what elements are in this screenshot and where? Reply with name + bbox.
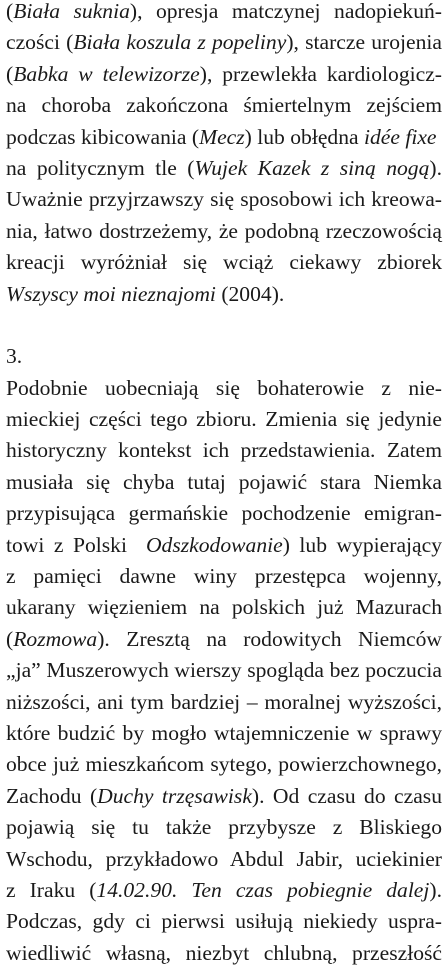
italic-title-text: Wujek Kazek z siną nogą <box>194 155 430 180</box>
text-segment: podczas kibicowania ( <box>6 124 200 149</box>
text-segment: ukarany więzieniem na polskich już Mazurach <box>6 595 442 620</box>
text-line <box>6 153 442 184</box>
text-segment: mieckiej części tego zbioru. Zmienia się jedynie <box>6 407 442 432</box>
text-line <box>6 341 442 372</box>
text-line <box>6 844 442 875</box>
text-line <box>6 27 442 58</box>
text-segment: ), opresja matczynej nadopiekuń- <box>129 0 442 23</box>
text-line <box>6 624 442 655</box>
italic-title-text: Mecz <box>199 124 245 149</box>
text-segment: czości ( <box>6 30 74 55</box>
text-line <box>6 90 442 121</box>
text-segment: ), przewlekła kardiologicz- <box>199 61 442 86</box>
text-segment: Podczas, gdy ci pierwsi usiłują niekiedy uspra- <box>6 909 442 934</box>
text-line <box>6 279 442 310</box>
text-segment: ( <box>6 0 14 23</box>
text-segment: ). Zresztą na rodowitych Niemców <box>97 626 442 651</box>
text-segment: „ja” Muszerowych wierszy spogląda bez poczucia <box>6 658 442 683</box>
text-line <box>6 812 442 843</box>
text-segment: które budzić by mogło wtajemniczenie w sprawy <box>6 720 442 745</box>
text-line <box>6 373 442 404</box>
text-line <box>6 498 442 529</box>
text-line <box>6 718 442 749</box>
text-segment: Wschodu, przykładowo Abdul Jabir, uciekinier <box>6 846 442 871</box>
text-line <box>6 749 442 780</box>
text-line <box>6 875 442 906</box>
text-segment: ) lub obłędna <box>244 124 364 149</box>
text-segment: 3. <box>6 344 23 369</box>
text-line <box>6 906 442 937</box>
text-line <box>6 59 442 90</box>
italic-title-text: Duchy trzęsawisk <box>97 783 252 808</box>
text-segment: na politycznym tle ( <box>6 155 195 180</box>
text-segment: Podobnie uobecniają się bohaterowie z nie- <box>6 375 442 400</box>
italic-title-text: Biała suknia <box>13 0 130 23</box>
text-line <box>6 938 442 969</box>
text-segment: musiała się chyba tutaj pojawić stara Niemka <box>6 469 442 494</box>
italic-title-text: idée fixe <box>363 124 437 149</box>
text-segment: Zachodu ( <box>6 783 98 808</box>
text-line <box>6 122 442 153</box>
text-segment: (2004). <box>215 281 285 306</box>
text-segment: ). <box>429 877 442 902</box>
text-segment: towi z Polski <box>6 532 146 557</box>
text-line <box>6 435 442 466</box>
text-segment: pojawią się tu także przybysze z Bliskiego <box>6 815 442 840</box>
text-segment: przypisująca germańskie pochodzenie emigran- <box>6 501 442 526</box>
text-segment: z pamięci dawne winy przestępca wojenny, <box>6 564 442 589</box>
italic-title-text: Babka w telewizorze <box>13 61 200 86</box>
italic-title-text: Biała koszula z popeliny <box>73 30 287 55</box>
text-segment: z Iraku ( <box>6 877 97 902</box>
text-segment: ( <box>6 626 14 651</box>
text-segment: ( <box>6 61 14 86</box>
text-line <box>6 467 442 498</box>
text-segment: ) lub wypierający <box>282 532 442 557</box>
text-line <box>6 781 442 812</box>
text-line <box>6 184 442 215</box>
text-line <box>6 592 442 623</box>
text-segment: kreacji wyróżniał się wciąż ciekawy zbiorek <box>6 250 442 275</box>
text-line <box>6 404 442 435</box>
italic-title-text: Wszyscy moi nieznajomi <box>6 281 216 306</box>
text-line <box>6 247 442 278</box>
text-segment: Uważnie przyjrzawszy się sposobowi ich kreowa- <box>6 187 442 212</box>
text-line <box>6 216 442 247</box>
text-line <box>6 655 442 686</box>
italic-title-text: 14.02.90. Ten czas pobiegnie dalej <box>96 877 430 902</box>
text-segment: na choroba zakończona śmiertelnym zejściem <box>6 93 442 118</box>
text-segment: ). Od czasu do czasu <box>251 783 443 808</box>
text-segment: ). <box>429 155 442 180</box>
text-line <box>6 561 442 592</box>
text-segment: historyczny kontekst ich przedstawienia. Zatem <box>6 438 442 463</box>
text-segment: niższości, ani tym bardziej – moralnej wyższości, <box>6 689 442 714</box>
text-body <box>6 0 442 969</box>
blank-line <box>6 310 442 341</box>
text-segment: wiedliwić własną, niezbyt chlubną, przeszłość <box>6 940 442 965</box>
text-line <box>6 687 442 718</box>
italic-title-text: Rozmowa <box>13 626 98 651</box>
text-segment: nia, łatwo dostrzeżemy, że podobną rzeczowością <box>6 218 442 243</box>
text-line <box>6 530 442 561</box>
text-line <box>6 0 442 27</box>
text-segment: obce już mieszkańcom sytego, powierzchownego, <box>6 752 442 777</box>
italic-title-text: Odszkodowanie <box>145 532 283 557</box>
text-segment: ), starcze urojenia <box>286 30 442 55</box>
